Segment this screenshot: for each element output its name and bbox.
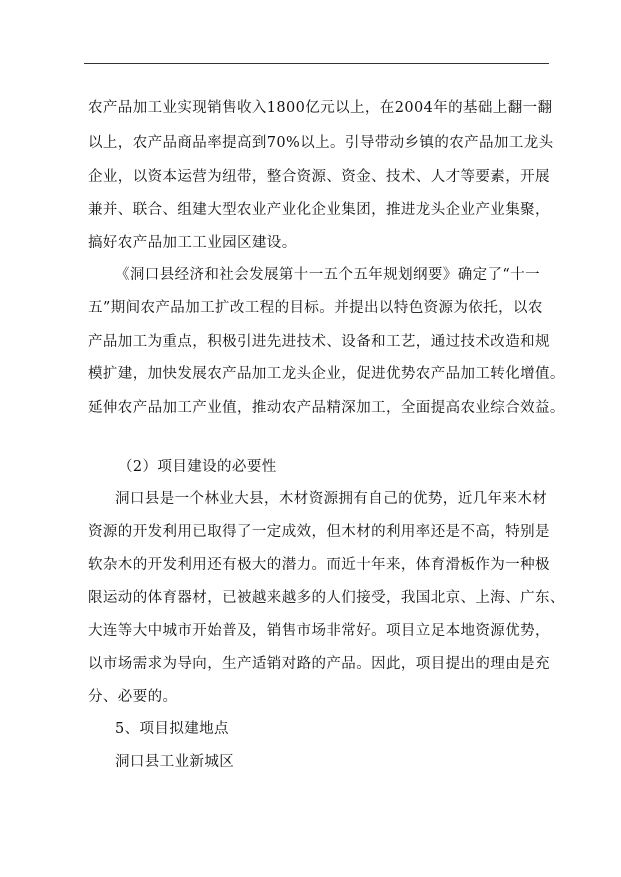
section-heading-necessity: （2）项目建设的必要性 [118, 459, 277, 475]
paragraph-2-line-1: 《洞口县经济和社会发展第十一五个五年规划纲要》确定了“十一 [115, 267, 541, 283]
paragraph-1-line-1: 农产品加工业实现销售收入1800亿元以上，在2004年的基础上翻一翻 [88, 100, 553, 116]
paragraph-2-line-5: 延伸农产品加工产业值，推动农产品精深加工，全面提高农业综合效益。 [88, 400, 565, 416]
paragraph-1-line-3: 企业，以资本运营为纽带，整合资源、资金、技术、人才等要素，开展 [88, 169, 550, 185]
paragraph-1-line-5: 搞好农产品加工工业园区建设。 [88, 235, 297, 251]
paragraph-3-line-2: 资源的开发利用已取得了一定成效，但木材的利用率还是不高，特别是 [88, 524, 550, 540]
paragraph-3-line-3: 软杂木的开发利用还有极大的潜力。而近十年来，体育滑板作为一种极 [88, 557, 550, 573]
paragraph-2-line-3: 产品加工为重点，积极引进先进技术、设备和工艺，通过技术改造和规 [88, 334, 550, 350]
paragraph-3-line-6: 以市场需求为导向，生产适销对路的产品。因此，项目提出的理由是充 [88, 656, 550, 672]
paragraph-3-line-5: 大连等大中城市开始普及，销售市场非常好。项目立足本地资源优势， [88, 623, 550, 639]
header-rule [84, 63, 549, 64]
paragraph-3-line-1: 洞口县是一个林业大县，木材资源拥有自己的优势，近几年来木材 [115, 491, 548, 507]
paragraph-2-line-4: 模扩建，加快发展农产品加工龙头企业，促进优势农产品加工转化增值。 [88, 366, 565, 382]
paragraph-2-line-2: 五”期间农产品加工扩改工程的目标。并提出以特色资源为依托，以农 [88, 300, 543, 316]
paragraph-1-line-4: 兼并、联合、组建大型农业产业化企业集团，推进龙头企业产业集聚， [88, 202, 550, 218]
section-heading-location: 5、项目拟建地点 [115, 721, 229, 737]
location-value: 洞口县工业新城区 [115, 754, 235, 770]
paragraph-1-line-2: 以上，农产品商品率提高到70%以上。引导带动乡镇的农产品加工龙头 [88, 135, 554, 151]
paragraph-3-line-4: 限运动的体育器材，已被越来越多的人们接受，我国北京、上海、广东、 [88, 590, 565, 606]
paragraph-3-line-7: 分、必要的。 [88, 689, 178, 705]
